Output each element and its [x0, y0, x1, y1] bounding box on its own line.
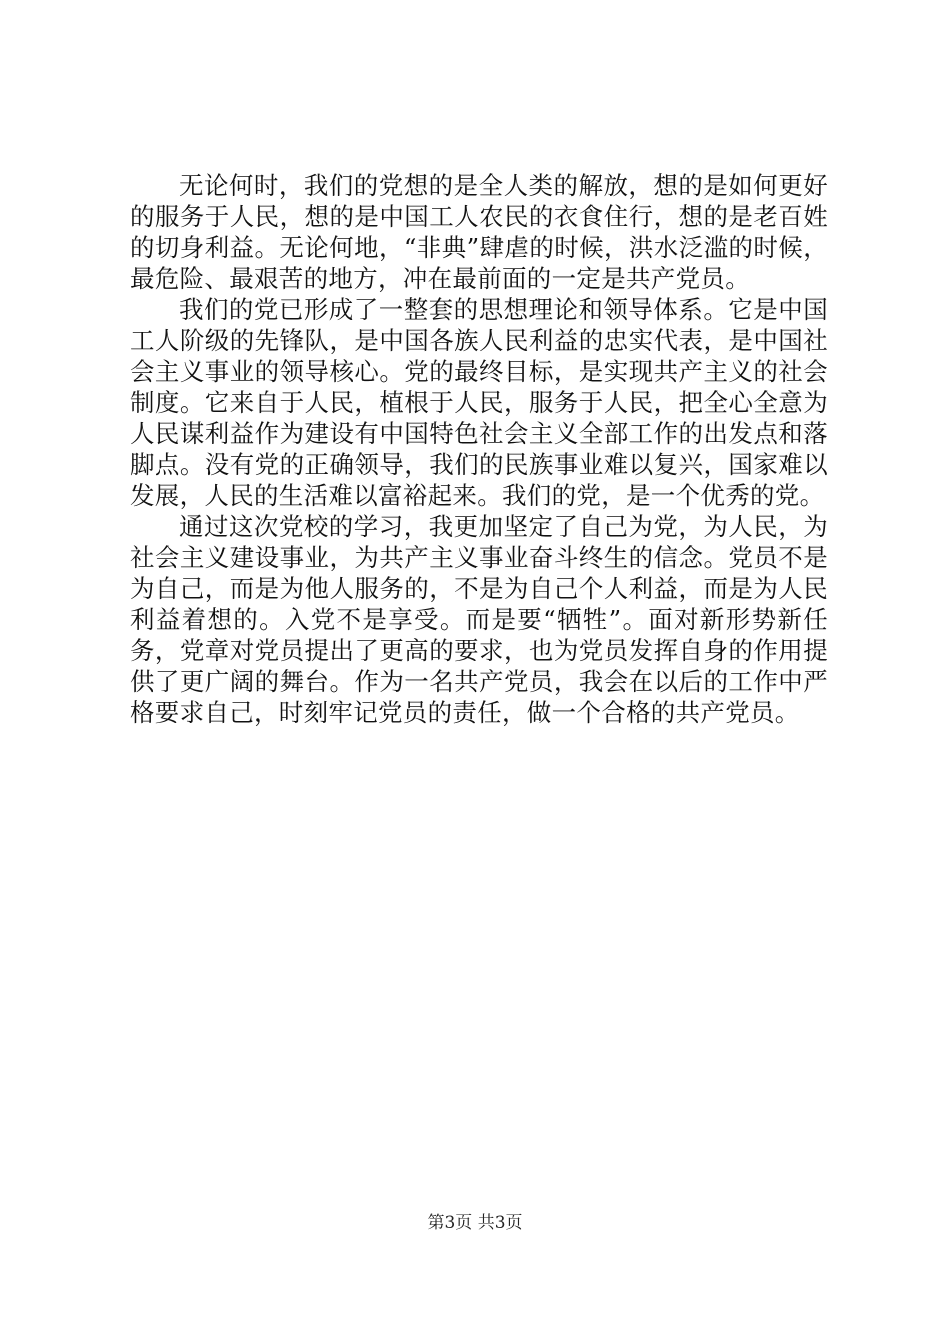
paragraph-2: 我们的党已形成了一整套的思想理论和领导体系。它是中国工人阶级的先锋队，是中国各族人民利益的忠实代表，是中国社会主义事业的领导核心。党的最终目标，是实现共产主义的社会制度。它来自于人民，植根于人民，服务于人民，把全心全意为人民谋利益作为建设有中国特色社会主义全部工作的出发点和落脚点。没有党的正确领导，我们的民族事业难以复兴，国家难以发展，人民的生活难以富裕起来。我们的党，是一个优秀的党。 [130, 295, 828, 510]
page-footer: 第3页 共3页 [427, 1213, 523, 1233]
document-body [130, 170, 828, 728]
paragraph-1: 无论何时，我们的党想的是全人类的解放，想的是如何更好的服务于人民，想的是中国工人农民的衣食住行，想的是老百姓的切身利益。无论何地，“非典”肆虐的时候，洪水泛滥的时候，最危险、最艰苦的地方，冲在最前面的一定是共产党员。 [130, 171, 828, 293]
paragraph-3: 通过这次党校的学习，我更加坚定了自己为党，为人民，为社会主义建设事业，为共产主义事业奋斗终生的信念。党员不是为自己，而是为他人服务的，不是为自己个人利益，而是为人民利益着想的。入党不是享受。而是要“牺牲”。面对新形势新任务，党章对党员提出了更高的要求，也为党员发挥自身的作用提供了更广阔的舞台。作为一名共产党员，我会在以后的工作中严格要求自己，时刻牢记党员的责任，做一个合格的共产党员。 [130, 512, 828, 727]
